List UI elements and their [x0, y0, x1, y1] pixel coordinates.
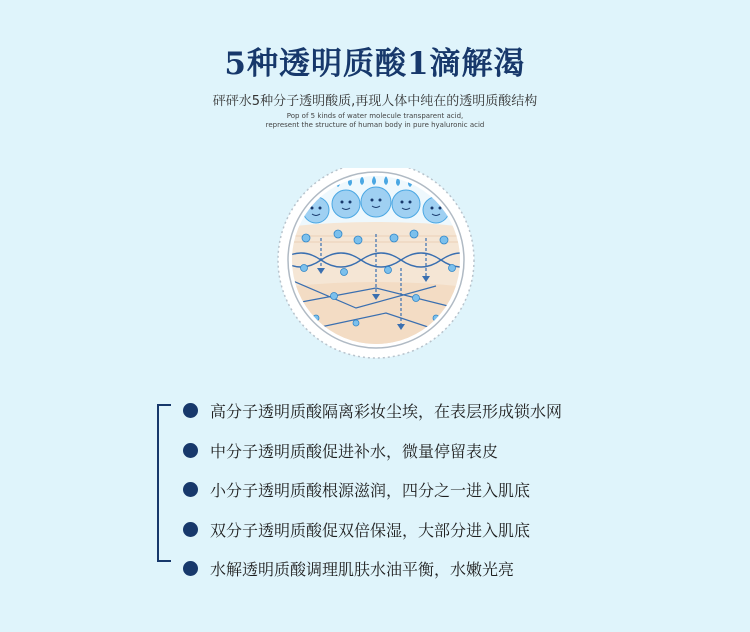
feature-text: 双分子透明质酸促双倍保湿，大部分进入肌底: [210, 520, 531, 540]
skin-structure-illustration: [276, 168, 476, 368]
feature-text: 小分子透明质酸根源滋润，四分之一进入肌底: [210, 481, 531, 501]
list-bracket: [157, 404, 171, 562]
subtitle: 砰砰水5种分子透明酸质,再现人体中纯在的透明质酸结构: [212, 94, 538, 109]
bullet-icon: [183, 522, 198, 537]
list-item: [183, 470, 562, 510]
english-caption: [0, 112, 750, 130]
bullet-icon: [183, 443, 198, 458]
english-caption-line: Pop of 5 kinds of water molecule transparent acid,: [286, 112, 464, 120]
feature-text: 中分子透明质酸促进补水，微量停留表皮: [210, 441, 499, 461]
page-title: 5种透明质酸1滴解渴: [224, 46, 526, 82]
list-item: [183, 431, 562, 471]
bullet-icon: [183, 561, 198, 576]
list-item: [183, 510, 562, 550]
feature-text: 高分子透明质酸隔离彩妆尘埃，在表层形成锁水网: [210, 402, 563, 422]
list-item: [183, 391, 562, 431]
list-item: [183, 549, 562, 589]
english-caption-line: represent the structure of human body in pure hyaluronic acid: [265, 121, 485, 129]
bullet-icon: [183, 403, 198, 418]
bullet-icon: [183, 482, 198, 497]
feature-text: 水解透明质酸调理肌肤水油平衡，水嫩光亮: [210, 560, 515, 580]
feature-list: [183, 391, 562, 589]
